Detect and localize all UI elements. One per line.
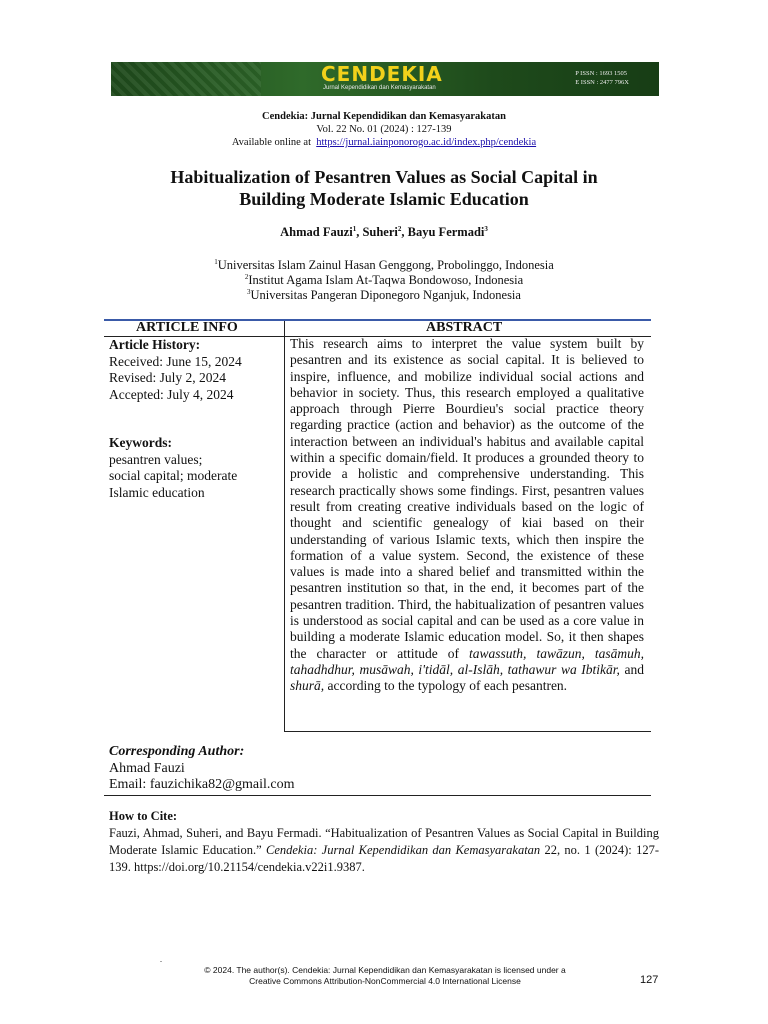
cite-journal: Cendekia: Jurnal Kependidikan dan Kemasyarakatan (266, 843, 541, 857)
received-date: Received: June 15, 2024 (109, 353, 242, 369)
abstract-bottom-rule (284, 731, 651, 732)
page-number: 127 (640, 974, 659, 986)
abstract-text (290, 336, 644, 695)
keywords-block (109, 435, 237, 501)
footer-dot: . (160, 955, 162, 964)
author-name: Bayu Fermadi (407, 225, 485, 239)
author-sup: 3 (484, 224, 488, 233)
license-footer (160, 965, 610, 987)
issn-print: P ISSN : 1693 1505 (575, 70, 627, 77)
affiliation-item (0, 288, 768, 303)
cite-text (109, 825, 659, 876)
how-to-cite (109, 808, 659, 876)
journal-volume: Vol. 22 No. 01 (2024) : 127-139 (316, 124, 452, 135)
cite-post: 22, no. 1 (2024): 127-139. https://doi.org/10.21154/cendekia.v22i1.9387. (109, 843, 659, 874)
affiliation-text: Institut Agama Islam At-Taqwa Bondowoso, Indonesia (248, 273, 524, 287)
license-line-2: Creative Commons Attribution-NonCommercial 4.0 International License (249, 976, 521, 986)
cite-label: How to Cite: (109, 809, 178, 823)
title-line-2: Building Moderate Islamic Education (239, 189, 529, 209)
affiliation-item (0, 273, 768, 288)
keyword-line: social capital; moderate (109, 468, 238, 483)
paper-title (0, 166, 768, 210)
abstract-italic-terms: tawassuth, tawāzun, tasāmuh, tahadhdhur, musāwah, i'tidāl, al-Islāh, tathawur wa Ibtikār, (290, 645, 644, 677)
revised-date: Revised: July 2, 2024 (109, 370, 226, 385)
article-info-header: ARTICLE INFO (136, 320, 238, 335)
corresponding-rule (104, 795, 651, 796)
author-list: Ahmad Fauzi$^1$, Suheri$^2$, Bayu Fermadi$^3$ (280, 224, 488, 239)
author-sup: 2 (397, 224, 402, 233)
article-history (109, 337, 242, 403)
journal-url-link[interactable]: https://jurnal.iainponorogo.ac.id/index.php/cendekia (316, 137, 537, 148)
author-name: Ahmad Fauzi (280, 225, 353, 239)
corresponding-label: Corresponding Author: (109, 744, 245, 759)
cite-pre: Fauzi, Ahmad, Suheri, and Bayu Fermadi. “Habitualization of Pesantren Values as Social Capital in Building Moderate Islamic Education.” (109, 826, 659, 857)
issn-online: E ISSN : 2477 796X (575, 79, 629, 86)
abstract-header: ABSTRACT (426, 320, 503, 335)
banner-title: CENDEKIA (321, 62, 443, 86)
history-label: Article History: (109, 337, 201, 352)
banner-pattern (111, 62, 261, 96)
affiliation-text: Universitas Islam Zainul Hasan Genggong, Probolinggo, Indonesia (217, 258, 554, 272)
title-line-1: Habitualization of Pesantren Values as Social Capital in (170, 167, 598, 187)
journal-availability (0, 137, 768, 148)
corresponding-name: Ahmad Fauzi (109, 760, 185, 776)
keyword-line: Islamic education (109, 484, 205, 500)
abstract-italic-shura: shurā, (290, 678, 325, 694)
author-name: Suheri (362, 225, 398, 239)
affiliation-text: Universitas Pangeran Diponegoro Nganjuk, Indonesia (250, 288, 521, 302)
banner-subtitle: Jurnal Kependidikan dan Kemasyarakatan (323, 85, 436, 91)
abstract-and: and (619, 661, 644, 677)
journal-name: Cendekia: Jurnal Kependidikan dan Kemasyarakatan (262, 111, 506, 122)
affiliation-sup: 3 (247, 287, 251, 296)
available-label: Available online at (231, 137, 311, 148)
corresponding-email: Email: fauzichika82@gmail.com (109, 777, 295, 792)
keywords-label: Keywords: (109, 435, 172, 450)
corresponding-author (109, 744, 295, 794)
license-line-1: © 2024. The author(s). Cendekia: Jurnal Kependidikan dan Kemasyarakatan is licensed under a (204, 965, 566, 975)
abstract-main: This research aims to interpret the value system built by pesantren and its existence as social capital. It is believed to inspire, influence, and mobilize individual social actions and behavior in society. Thus, this research employed a qualitative approach through Pierre Bourdieu's social practice theory regarding practice (action and behavior) as the outcome of the interaction between an individual's habitus and available capital within a specific domain/field. It produces a grounded theory to provide a holistic and comprehensive understanding. This research practically shows some findings. First, pesantren values result from creating creative individuals based on the logic of thought and scientific genealogy of kiai based on their understanding of various Islamic texts, which then inspire the formation of a value system. Second, the existence of these values is made into a shared belief and transmitted within the pesantren institution so that, in the end, it becomes part of the pesantren tradition. Third, the habitualization of pesantren values is understood as social capital and can be used as a core value in building a moderate Islamic education model. So, it then shapes the character or attitude of (290, 336, 644, 661)
affiliation-sup: 2 (244, 272, 249, 281)
banner-issn (575, 69, 629, 87)
accepted-date: Accepted: July 4, 2024 (109, 386, 234, 402)
affiliation-list (0, 258, 768, 303)
affiliation-item (0, 258, 768, 273)
journal-banner (111, 62, 659, 96)
keyword-line: pesantren values; (109, 451, 203, 467)
affiliation-sup: 1 (214, 257, 218, 266)
abstract-end: according to the typology of each pesantren. (324, 678, 568, 694)
author-sup: 1 (352, 224, 357, 233)
column-divider (284, 321, 285, 732)
